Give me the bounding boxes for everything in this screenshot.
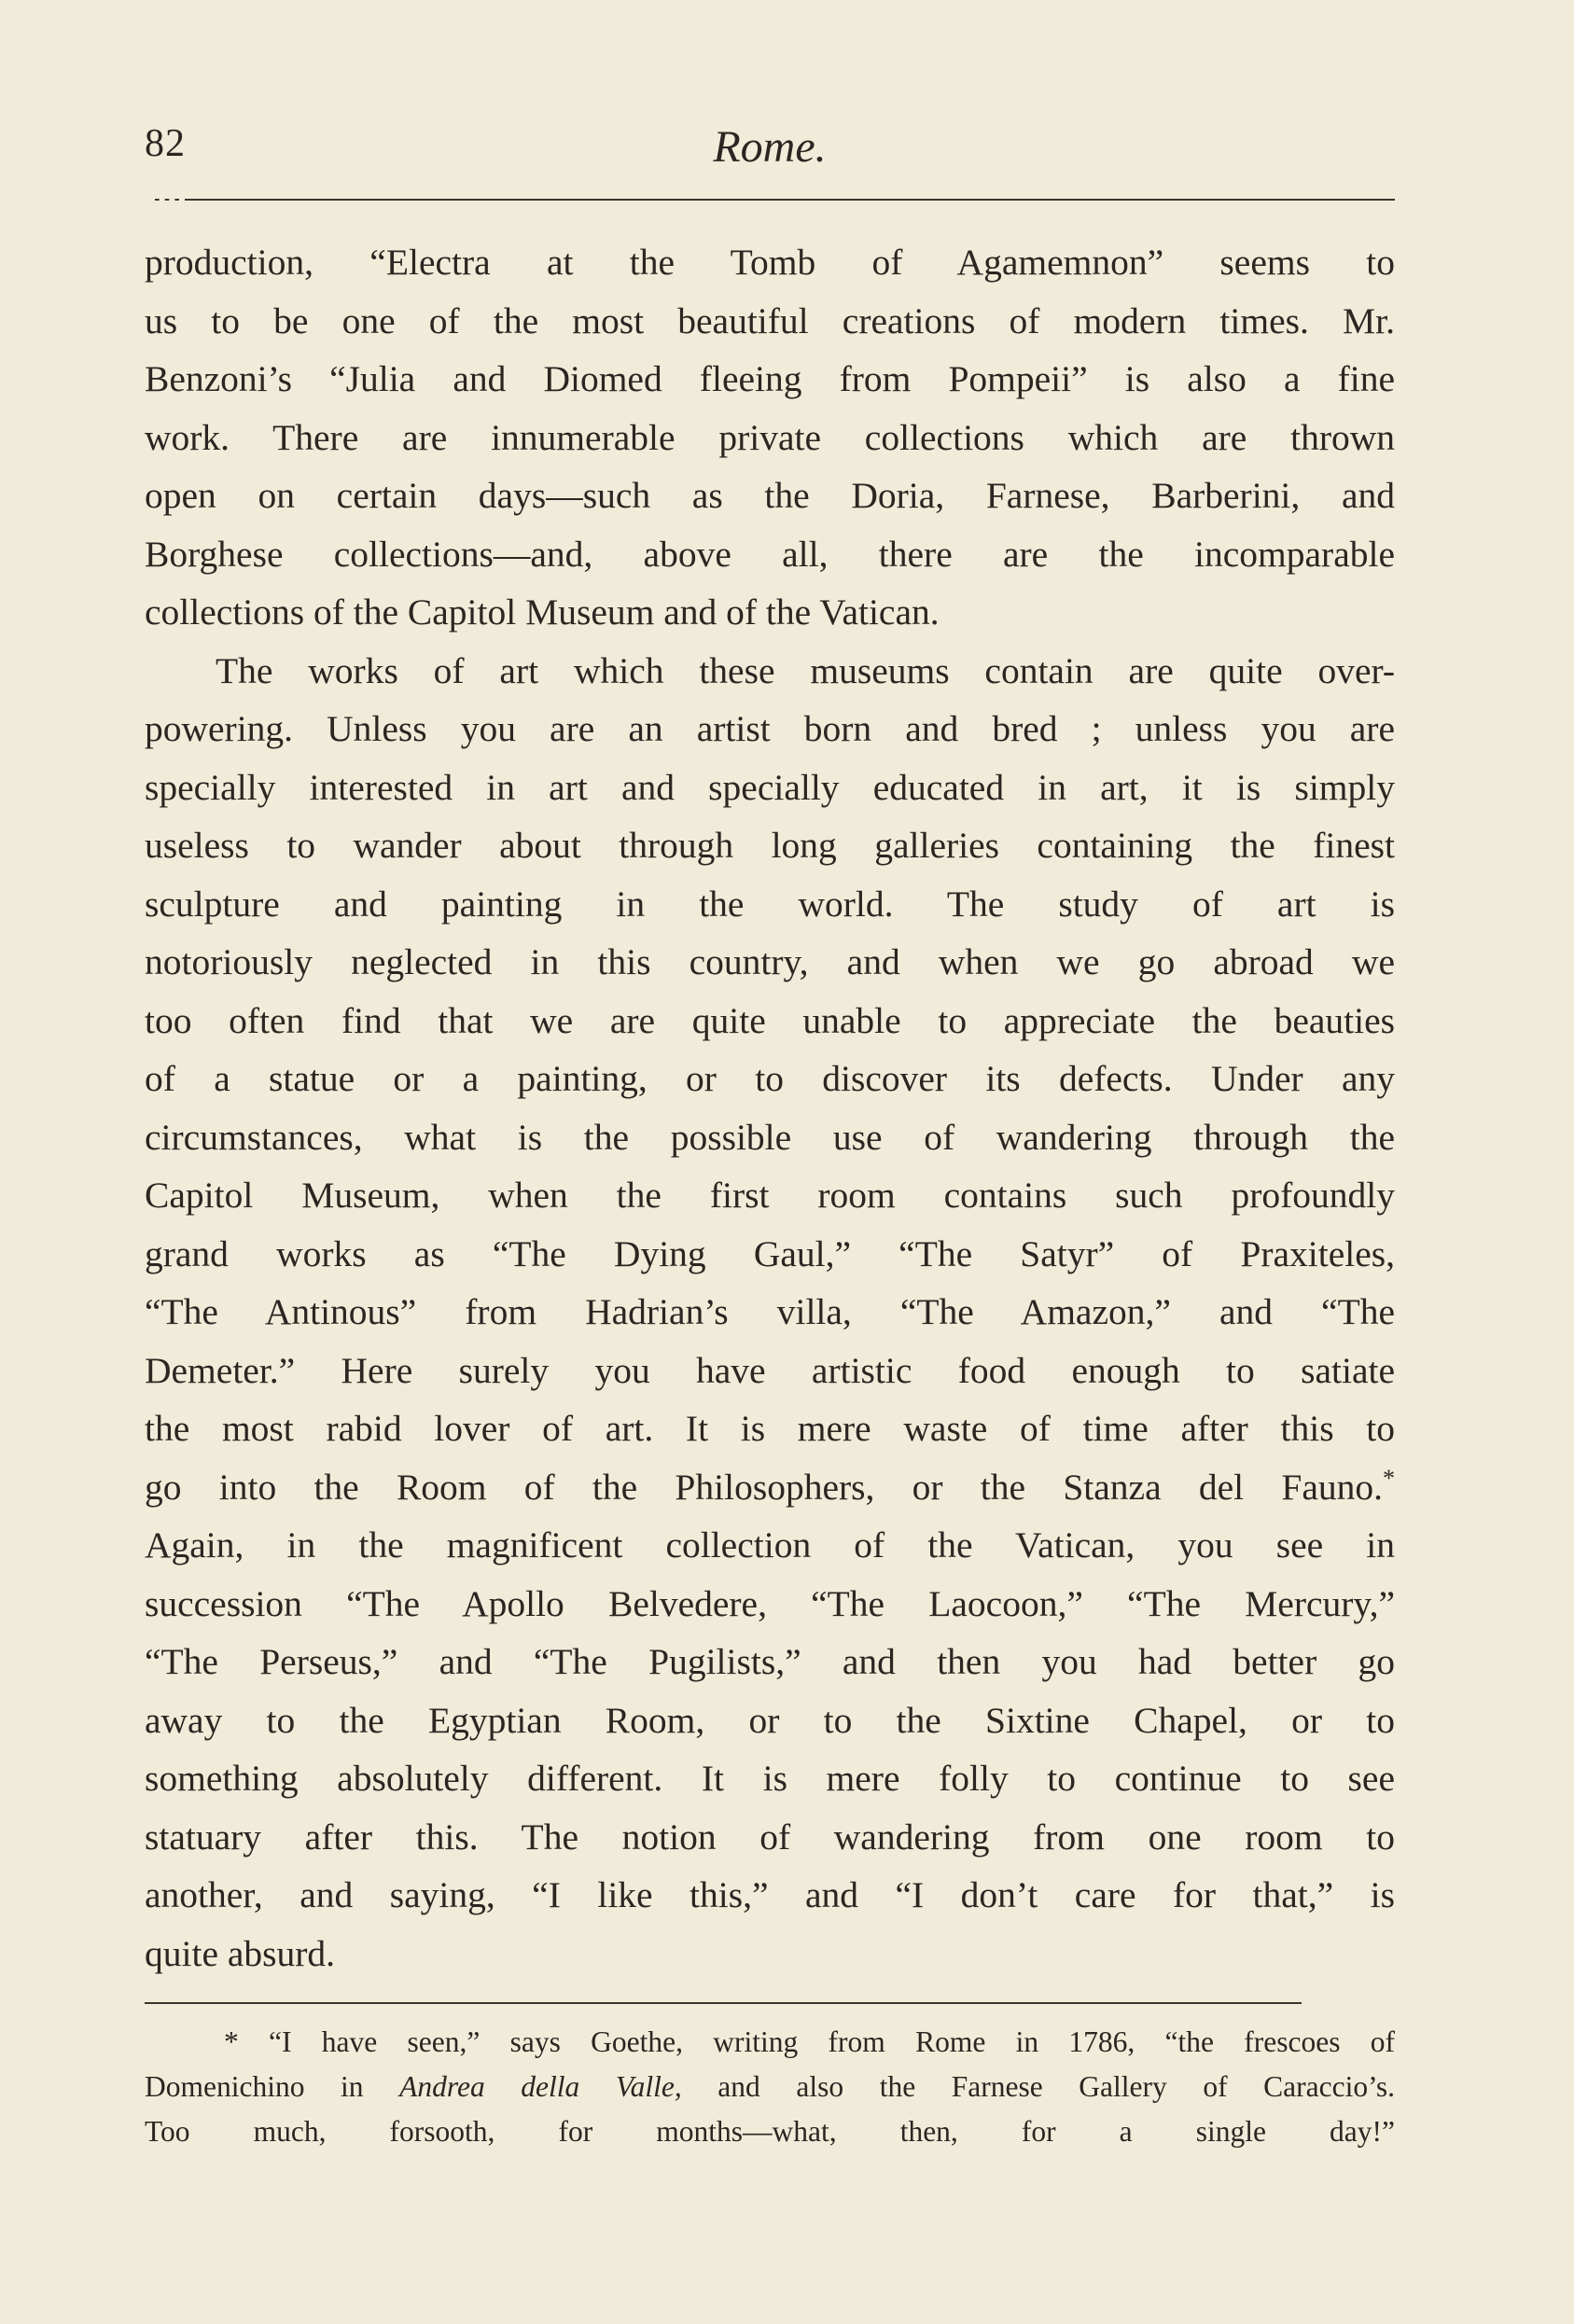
text-line: us to be one of the most beautiful creations of modern times. Mr. bbox=[145, 299, 1395, 341]
text-line: the most rabid lover of art. It is mere waste of time after this to bbox=[145, 1408, 1395, 1449]
text-line: too often find that we are quite unable to appreciate the beauties bbox=[145, 999, 1395, 1041]
footnote-italic-text: Andrea della Valle, bbox=[399, 2070, 682, 2103]
footnote-marker: * bbox=[1383, 1464, 1395, 1492]
text-line: useless to wander about through long galleries containing the finest bbox=[145, 825, 1395, 866]
body-text bbox=[145, 233, 1395, 1983]
text-line: something absolutely different. It is mere folly to continue to see bbox=[145, 1758, 1395, 1799]
text-line: open on certain days—such as the Doria, Farnese, Barberini, and bbox=[145, 475, 1395, 516]
text-line: statuary after this. The notion of wandering from one room to bbox=[145, 1816, 1395, 1858]
paragraph-2 bbox=[145, 642, 1395, 1983]
text-line: powering. Unless you are an artist born and bred ; unless you are bbox=[145, 708, 1395, 749]
page-header bbox=[145, 112, 1395, 187]
text-line: production, “Electra at the Tomb of Agamemnon” seems to bbox=[145, 242, 1395, 283]
footnote-text: and also the Farnese Gallery of Caraccio’s. bbox=[681, 2070, 1395, 2103]
text-line: work. There are innumerable private collections which are thrown bbox=[145, 416, 1395, 458]
footnote-text: Domenichino in bbox=[145, 2070, 400, 2103]
page-number: 82 bbox=[145, 122, 186, 165]
text-line: grand works as “The Dying Gaul,” “The Satyr” of Praxiteles, bbox=[145, 1232, 1395, 1274]
text-line: quite absurd. bbox=[145, 1932, 336, 1974]
footnote-line: * “I have seen,” says Goethe, writing from Rome in 1786, “the frescoes of bbox=[224, 2025, 1395, 2058]
paragraph-1 bbox=[145, 233, 1395, 642]
footnote bbox=[145, 2020, 1395, 2154]
text-line: notoriously neglected in this country, and when we go abroad we bbox=[145, 941, 1395, 982]
text-line: collections of the Capitol Museum and of the Vatican. bbox=[145, 591, 940, 633]
footnote-line: Too much, forsooth, for months—what, then, for a single day!” bbox=[145, 2115, 1395, 2148]
text-line: Borghese collections—and, above all, there are the incomparable bbox=[145, 533, 1395, 575]
text-line-with-footnote bbox=[145, 1458, 1395, 1517]
footnote-line bbox=[145, 2065, 1395, 2109]
header-rule bbox=[149, 199, 1395, 201]
text-line: “The Antinous” from Hadrian’s villa, “The Amazon,” and “The bbox=[145, 1291, 1395, 1332]
running-head: Rome. bbox=[713, 122, 827, 172]
text-line: circumstances, what is the possible use of wandering through the bbox=[145, 1116, 1395, 1158]
text-line: go into the Room of the Philosophers, or the Stanza del Fauno. bbox=[145, 1466, 1383, 1508]
text-line: sculpture and painting in the world. The study of art is bbox=[145, 883, 1395, 925]
text-line: Demeter.” Here surely you have artistic food enough to satiate bbox=[145, 1349, 1395, 1391]
header-rule-gap bbox=[149, 199, 185, 201]
text-line: succession “The Apollo Belvedere, “The Laocoon,” “The Mercury,” bbox=[145, 1582, 1395, 1624]
text-line: Again, in the magnificent collection of the Vatican, you see in bbox=[145, 1524, 1395, 1566]
text-line: another, and saying, “I like this,” and “I don’t care for that,” is bbox=[145, 1874, 1395, 1915]
text-line: of a statue or a painting, or to discover its defects. Under any bbox=[145, 1058, 1395, 1099]
text-line: “The Perseus,” and “The Pugilists,” and then you had better go bbox=[145, 1641, 1395, 1682]
text-line: specially interested in art and specially educated in art, it is simply bbox=[145, 766, 1395, 808]
text-line: Benzoni’s “Julia and Diomed fleeing from Pompeii” is also a fine bbox=[145, 358, 1395, 399]
text-line: away to the Egyptian Room, or to the Sixtine Chapel, or to bbox=[145, 1699, 1395, 1741]
footnote-rule bbox=[145, 2002, 1302, 2004]
text-line: The works of art which these museums contain are quite over- bbox=[216, 649, 1395, 691]
text-line: Capitol Museum, when the first room contains such profoundly bbox=[145, 1175, 1395, 1216]
